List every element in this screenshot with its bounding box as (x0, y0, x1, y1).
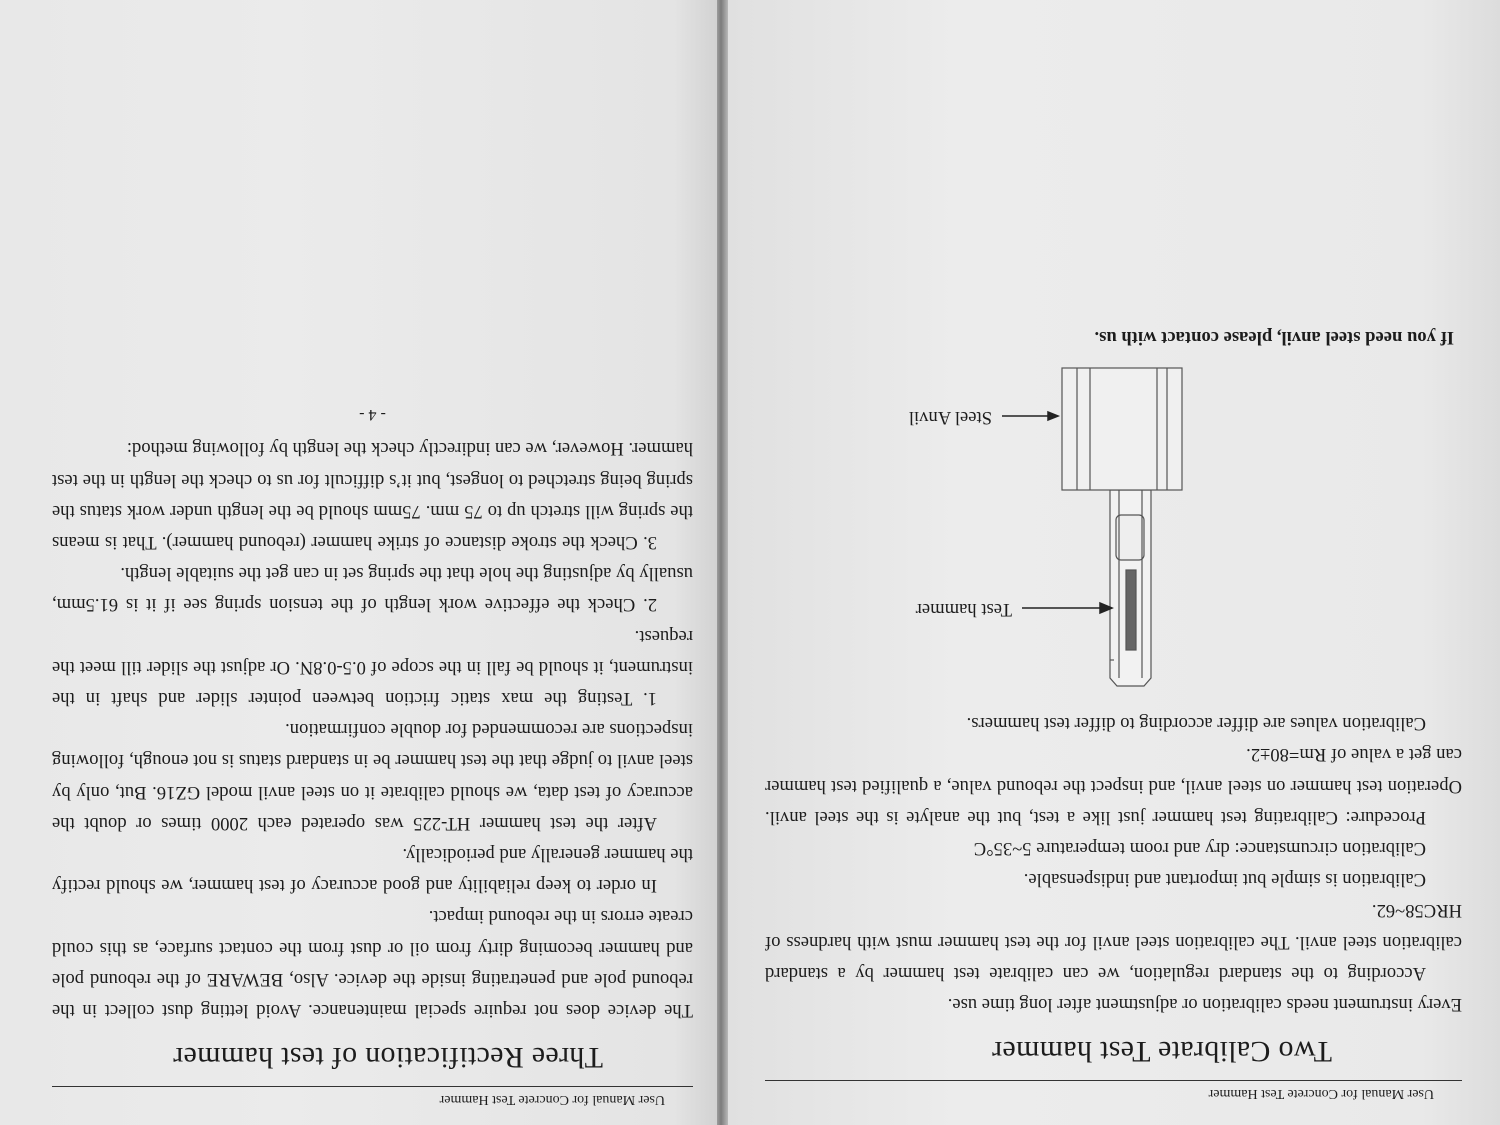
section-title: Three Rectification of test hammer (172, 1041, 603, 1074)
paragraph: 2. Check the effective work length of the tension spring see if it is 61.5mm, usually by adjusting the hole that the spring set in can get the suitable length. (52, 563, 693, 616)
page-rectification (0, 0, 717, 1125)
contact-note: If you need steel anvil, please contact with us. (1094, 326, 1454, 348)
paragraph: Every instrument needs calibration or adjustment after long time use. (947, 994, 1462, 1015)
paragraph: The device does not require special maintenance. Avoid letting dust collect in the rebound pole and penetrating inside the device. Also, BEWARE of the rebound pole and hammer becoming dirty from oil or dust from the contact surface, as this could create errors in the rebound impact. (52, 906, 693, 1021)
paragraph: Calibration is simple but important and indispensable. (1023, 869, 1426, 891)
label-test-hammer: Test hammer (915, 598, 1012, 620)
page-calibrate (725, 0, 1500, 1125)
paragraph: According to the standard regulation, we can calibrate test hammer by a standard calibration steel anvil. The calibration steel anvil for the test hammer must with hardness of HRC58~62. (765, 900, 1462, 984)
header-rule (52, 1086, 693, 1087)
section-title: Two Calibrate Test hammer (991, 1035, 1332, 1068)
page-number: - 4 - (359, 406, 386, 424)
header-rule (765, 1080, 1462, 1081)
paragraph: 3. Check the stroke distance of strike hammer (rebound hammer). That is means the spring will stretch up to 75 mm. 75mm should be the length under work status the spring being stretched to longest, but it’s difficult for us to check the length in the test hammer. However, we can indirectly check the length by following method: (52, 438, 693, 553)
paragraph: 1. Testing the max static friction between pointer slider and shaft in the instrument, it should be fall in the scope of 0.5-0.8N. Or adjust the slider till meet the request. (52, 625, 693, 709)
paragraph: In order to keep reliability and good accuracy of test hammer, we should rectify the hammer generally and periodically. (52, 843, 693, 897)
paragraph: Calibration circumstance: dry and room temperature 5~35°C (973, 837, 1426, 859)
hammer-anvil-figure (765, 360, 1462, 690)
paragraph: After the test hammer HT-225 was operated each 2000 times or doubt the accuracy of test data, we should calibrate it on steel anvil model GZ16. But, only by steel anvil to judge that the test hammer be in standard status is not enough, following inspections are recommended for double confirmation. (52, 719, 693, 834)
hammer-anvil-diagram (762, 360, 1462, 690)
running-header: User Manual for Concrete Test Hammer (1208, 1086, 1434, 1101)
paragraph: Calibration values are differ according to differ test hammers. (966, 713, 1426, 735)
running-header: User Manual for Concrete Test Hammer (439, 1092, 665, 1107)
label-steel-anvil: Steel Anvil (908, 406, 992, 428)
paragraph: Procedure: Calibrating test hammer just like a test, but the analyte is the steel anvil. Operation test hammer on steel anvil, and inspect the rebound value, a qualified test hammer can get a value of Rm=80±2. (765, 744, 1462, 828)
